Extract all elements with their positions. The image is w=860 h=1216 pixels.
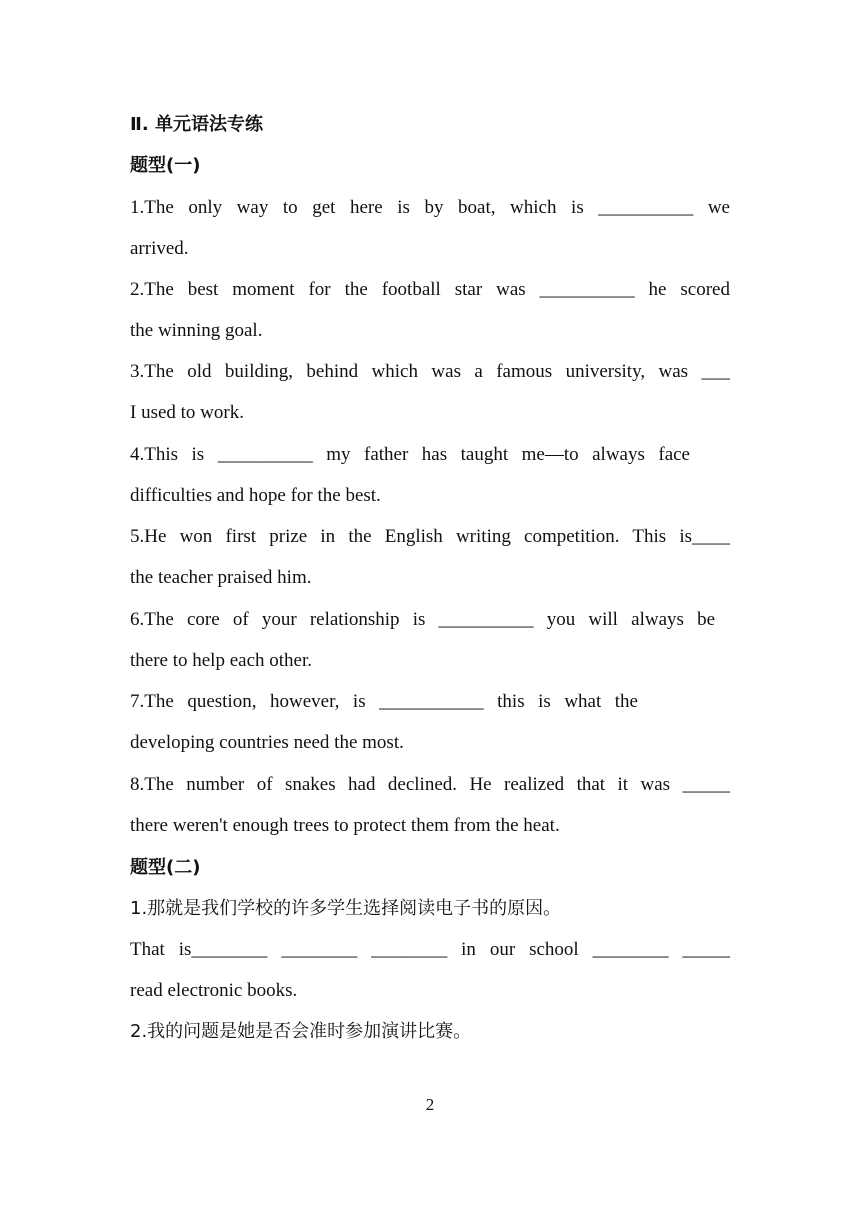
question-2-line-1: 2.The best moment for the football star was __________ he scored: [130, 279, 730, 300]
question-2-line-2: the winning goal.: [130, 320, 263, 341]
part2-heading: 题型(二): [130, 857, 201, 878]
question-3-line-2: I used to work.: [130, 402, 244, 423]
translation-1-prompt: 1.那就是我们学校的许多学生选择阅读电子书的原因。: [130, 898, 562, 919]
question-7-line-1: 7.The question, however, is ___________ this is what the: [130, 691, 638, 712]
question-5-line-1: 5.He won first prize in the English writing competition. This is____: [130, 526, 730, 547]
translation-1-line-2: read electronic books.: [130, 980, 298, 1001]
question-4-line-1: 4.This is __________ my father has taught me—to always face: [130, 444, 690, 465]
question-8-line-2: there weren't enough trees to protect them from the heat.: [130, 815, 560, 836]
translation-2-prompt: 2.我的问题是她是否会准时参加演讲比赛。: [130, 1021, 472, 1042]
translation-1-line-1: That is________ ________ ________ in our school ________ _____: [130, 939, 730, 960]
question-7-line-2: developing countries need the most.: [130, 732, 404, 753]
question-3-line-1: 3.The old building, behind which was a famous university, was ___: [130, 361, 730, 382]
page-number: 2: [425, 1095, 435, 1114]
question-4-line-2: difficulties and hope for the best.: [130, 485, 381, 506]
question-1-line-1: 1.The only way to get here is by boat, which is __________ we: [130, 197, 730, 218]
section-title: Ⅱ. 单元语法专练: [130, 114, 263, 135]
part1-heading: 题型(一): [130, 155, 201, 176]
question-6-line-2: there to help each other.: [130, 650, 313, 671]
question-1-line-2: arrived.: [130, 238, 189, 259]
question-5-line-2: the teacher praised him.: [130, 567, 312, 588]
question-6-line-1: 6.The core of your relationship is __________ you will always be: [130, 609, 715, 630]
question-8-line-1: 8.The number of snakes had declined. He realized that it was _____: [130, 774, 730, 795]
